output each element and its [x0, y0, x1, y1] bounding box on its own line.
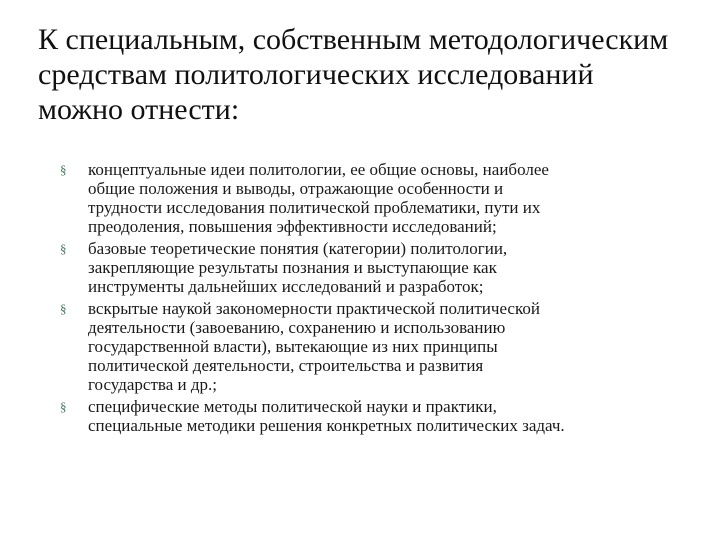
bullet-list: [60, 160, 700, 438]
list-item-text: специфические методы политической науки и практики, специальные методики решения конкретных политических задач.: [88, 397, 565, 435]
list-item: [60, 397, 700, 435]
list-item-text: базовые теоретические понятия (категории) политологии, закрепляющие результаты познания и выступающие как инструменты дальнейших исследований и разработок;: [88, 239, 508, 296]
list-item: [60, 160, 700, 236]
bullet-marker-icon: §: [60, 241, 67, 256]
list-item-text: вскрытые наукой закономерности практической политической деятельности (завоеванию, сохранению и использованию государственной власти), вытекающие из них принципы политической деятельности, строительства и развития государства и др.;: [88, 299, 540, 394]
list-item: [60, 299, 700, 394]
bullet-marker-icon: §: [60, 162, 67, 177]
list-item-text: концептуальные идеи политологии, ее общие основы, наиболее общие положения и выводы, отражающие особенности и трудности исследования политической проблематики, пути их преодоления, повышения эффективности исследований;: [88, 160, 549, 236]
list-item: [60, 239, 700, 296]
bullet-marker-icon: §: [60, 301, 67, 316]
slide-title: К специальным, собственным методологическим средствам политологических исследований можно отнести:: [38, 23, 669, 126]
bullet-marker-icon: §: [60, 399, 67, 414]
